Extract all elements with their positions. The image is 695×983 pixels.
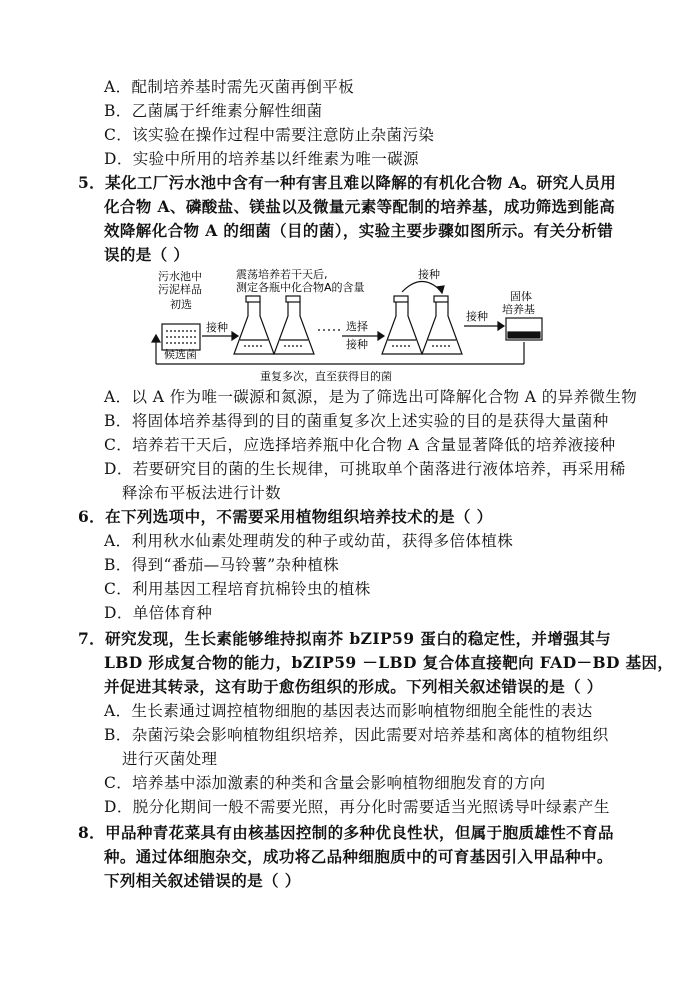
q6-option-b: B．得到“番茄—马铃薯”杂种植株 [104, 556, 340, 574]
q4-option-a: A．配制培养基时需先灭菌再倒平板 [104, 78, 355, 96]
q7-stem-line-3: 并促进其转录，这有助于愈伤组织的形成。下列相关叙述错误的是（ ） [104, 677, 603, 696]
q6-option-d: D．单倍体育种 [104, 604, 213, 622]
initial-screen-label: 初选 [170, 298, 192, 311]
q5-option-b: B．将固体培养基得到的目的菌重复多次上述实验的目的是获得大量菌种 [104, 412, 609, 430]
q4-option-d: D．实验中所用的培养基以纤维素为唯一碳源 [104, 150, 419, 168]
flask-3 [382, 296, 422, 354]
solid-medium-label-1: 固体 [510, 290, 532, 303]
repeat-label: 重复多次，直至获得目的菌 [260, 370, 392, 383]
q7-option-c: C．培养基中添加激素的种类和含量会影响植物细胞发育的方向 [104, 774, 546, 792]
q6-option-c: C．利用基因工程培育抗棉铃虫的植株 [104, 580, 371, 598]
shake-label-2: 测定各瓶中化合物A的含量 [236, 281, 365, 294]
q5-stem-line-3: 效降解化合物 A 的细菌（目的菌），实验主要步骤如图所示。有关分析错 [104, 221, 614, 240]
q5-option-a: A．以 A 作为唯一碳源和氮源，是为了筛选出可降解化合物 A 的异养微生物 [104, 388, 638, 406]
q7-option-d: D．脱分化期间一般不需要光照，再分化时需要适当光照诱导叶绿素产生 [104, 798, 610, 816]
sample-label-1: 污水池中 [158, 270, 202, 283]
q7-option-a: A．生长素通过调控植物细胞的基因表达而影响植物细胞全能性的表达 [104, 702, 593, 720]
flask-4 [422, 296, 462, 354]
q5-stem-line-4: 误的是（ ） [104, 245, 190, 264]
q5-option-d: D．若要研究目的菌的生长规律，可挑取单个菌落进行液体培养，再采用稀 [104, 460, 626, 478]
q5-option-c: C．培养若干天后，应选择培养瓶中化合物 A 含量显著降低的培养液接种 [104, 436, 616, 454]
experiment-diagram [150, 266, 550, 386]
inoculate-label-2: 接种 [346, 338, 368, 351]
flask-2 [274, 296, 314, 354]
q5-stem-line-1: 5．某化工厂污水池中含有一种有害且难以降解的有机化合物 A。研究人员用 [78, 173, 617, 192]
q7-stem-line-2: LBD 形成复合物的能力，bZIP59 －LBD 复合体直接靶向 FAD－BD 基因， [104, 653, 674, 672]
select-label: 选择 [346, 320, 368, 333]
q8-stem-line-3: 下列相关叙述错误的是（ ） [104, 871, 301, 890]
inoculate-label-3: 接种 [466, 310, 488, 323]
sample-label-2: 污泥样品 [158, 283, 202, 296]
shake-label-1: 震荡培养若干天后, [236, 268, 328, 281]
q8-stem-line-1: 8．甲品种青花菜具有由核基因控制的多种优良性状，但属于胞质雄性不育品 [78, 823, 614, 842]
candidate-label: 候选菌 [164, 348, 197, 361]
flask-1 [234, 296, 274, 354]
q4-option-c: C．该实验在操作过程中需要注意防止杂菌污染 [104, 126, 435, 144]
q8-stem-line-2: 种。通过体细胞杂交，成功将乙品种细胞质中的可育基因引入甲品种中。 [104, 847, 613, 866]
q7-stem-line-1: 7．研究发现，生长素能够维持拟南芥 bZIP59 蛋白的稳定性，并增强其与 [78, 629, 612, 648]
q7-option-b-cont: 进行灭菌处理 [122, 750, 218, 768]
q5-option-d-cont: 释涂布平板法进行计数 [122, 484, 282, 502]
q6-stem: 6．在下列选项中，不需要采用植物组织培养技术的是（ ） [78, 507, 493, 526]
solid-medium-label-2: 培养基 [502, 303, 535, 316]
q7-option-b: B．杂菌污染会影响植物组织培养，因此需要对培养基和离体的植物组织 [104, 726, 609, 744]
q4-option-b: B．乙菌属于纤维素分解性细菌 [104, 102, 323, 120]
inoculate-top-label: 接种 [418, 268, 440, 281]
q6-option-a: A．利用秋水仙素处理萌发的种子或幼苗，获得多倍体植株 [104, 532, 514, 550]
q5-stem-line-2: 化合物 A、磷酸盐、镁盐以及微量元素等配制的培养基，成功筛选到能高 [104, 197, 616, 216]
inoculate-label-1: 接种 [206, 321, 228, 334]
